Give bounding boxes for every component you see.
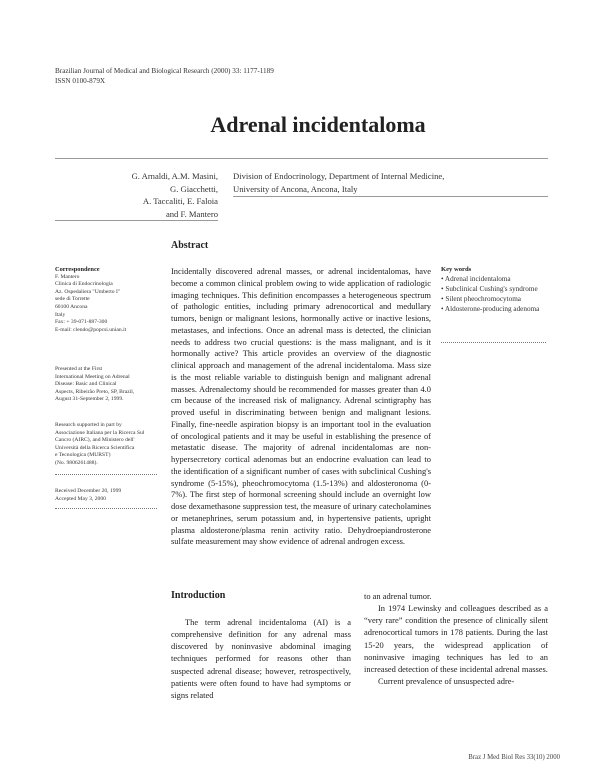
keyword-item: • Aldosterone-producing adenoma bbox=[441, 305, 556, 315]
introduction-left-column bbox=[171, 616, 351, 701]
correspondence-block bbox=[55, 266, 165, 334]
research-line: Cancro (AIRC), and Ministero dell' bbox=[55, 437, 135, 444]
journal-issn: ISSN 0100-879X bbox=[55, 77, 106, 85]
presented-note bbox=[55, 366, 165, 404]
research-line: Research supported in part by bbox=[55, 422, 122, 428]
title-divider bbox=[55, 158, 548, 159]
author-line: G. Giacchetti, bbox=[170, 183, 218, 194]
research-line: Università della Ricerca Scientifica bbox=[55, 444, 135, 451]
received-date: Received December 20, 1999 bbox=[55, 488, 122, 494]
affiliation bbox=[233, 170, 448, 195]
research-line: Associazione Italiana per la Ricerca Sul bbox=[55, 429, 145, 436]
intro-paragraph: Current prevalence of unsuspected adre- bbox=[378, 676, 515, 687]
sidebar-divider bbox=[55, 474, 157, 475]
correspondence-line: 60100 Ancona bbox=[55, 303, 88, 310]
research-note bbox=[55, 422, 170, 468]
presented-line: August 31-September 2, 1999. bbox=[55, 396, 124, 403]
correspondence-heading: Correspondence bbox=[55, 266, 100, 273]
dates-divider bbox=[55, 508, 157, 509]
journal-citation: Brazilian Journal of Medical and Biological Research (2000) 33: 1177-1189 bbox=[55, 67, 274, 75]
intro-paragraph: The term adrenal incidentaloma (AI) is a comprehensive definition for any adrenal mass discovered by noninvasive abdominal imaging techniques performed for reasons other than suspected adrenal disease; however, retrospectively, patients were often found to have had symptoms or signs related bbox=[171, 617, 351, 700]
author-line: and F. Mantero bbox=[165, 208, 218, 219]
correspondence-line: Clinica di Endocrinologia bbox=[55, 281, 113, 288]
keyword-item: • Subclinical Cushing's syndrome bbox=[441, 285, 556, 295]
presented-line: Presented at the First bbox=[55, 366, 103, 372]
author-list bbox=[55, 170, 218, 220]
presented-line: Disease: Basic and Clinical bbox=[55, 381, 117, 388]
correspondence-line: Italy bbox=[55, 311, 66, 318]
abstract-text: Incidentally discovered adrenal masses, or adrenal incidentalomas, have become a common clinical problem owing to wide application of radiologic imaging techniques. This definition encompasses a heterogeneous spectrum of pathologic entities, including primary adrenocortical and medullary tumors, benign or malignant lesions, hormonally active or inactive lesions, metastases, and infections. Once an adrenal mass is detected, the clinician needs to address two crucial questions: is the mass malignant, and is it hormonally active? This article provides an overview of the diagnostic clinical approach and management of the adrenal incidentaloma. Mass size is the most reliable variable to distinguish benign and malignant adrenal masses. Adrenalectomy should be recommended for masses greater than 4.0 cm because of the increased risk of malignancy. Adrenal scintigraphy has proved useful in discriminating between benign and malignant lesions. Finally, fine-needle aspiration biopsy is an important tool in the evaluation of oncological patients and it may be useful in establishing the presence of metastatic disease. The majority of adrenal incidentalomas are non-hypersecretory cortical adenomas but an endocrine evaluation can lead to the identification of a significant number of cases with subclinical Cushing's syndrome (5-15%), pheochromocytoma (1.5-13%) and aldosteronoma (0-7%). The first step of hormonal screening should include an overnight low dose dexamethasone suppression test, the measure of urinary catecholamines or metanephrines, serum potassium and, in hypertensive patients, upright plasma aldosterone/plasma renin activity ratio. Dehydroepiandrosterone sulfate measurement may show evidence of adrenal androgen excess. bbox=[171, 266, 431, 547]
journal-info bbox=[55, 66, 274, 86]
keyword-item: • Silent pheochromocytoma bbox=[441, 295, 556, 305]
correspondence-line: F. Mantero bbox=[55, 273, 80, 280]
correspondence-line: E-mail: clendo@popcsi.unian.it bbox=[55, 326, 127, 333]
presented-line: Aspects, Ribeirão Preto, SP, Brazil, bbox=[55, 388, 135, 395]
introduction-right-column bbox=[364, 590, 548, 687]
abstract-heading: Abstract bbox=[171, 240, 209, 251]
affiliation-line: Division of Endocrinology, Department of Internal Medicine, bbox=[233, 171, 445, 181]
dates-note bbox=[55, 488, 165, 503]
keyword-item: • Adrenal incidentaloma bbox=[441, 275, 556, 285]
introduction-heading: Introduction bbox=[171, 590, 226, 601]
keywords-divider bbox=[441, 342, 546, 343]
keywords-list bbox=[441, 275, 556, 315]
research-line: e Tecnologica (MURST) bbox=[55, 452, 111, 459]
author-line: A. Taccaliti, E. Faloia bbox=[142, 196, 218, 207]
correspondence-line: Az. Ospedaliera "Umberto I" bbox=[55, 288, 121, 295]
keywords-heading: Key words bbox=[441, 266, 472, 273]
page-footer: Braz J Med Biol Res 33(10) 2000 bbox=[468, 754, 560, 761]
correspondence-line: sede di Torrette bbox=[55, 296, 90, 303]
intro-paragraph: In 1974 Lewinsky and colleagues described as a “very rare” condition the presence of clinically silent adrenocortical tumors in 178 patients. During the last 15-20 years, the widespread application of noninvasive imaging techniques has led to an increased detection of these incidental adrenal masses. bbox=[364, 603, 548, 674]
correspondence-line: Fax: + 39-071-887-300 bbox=[55, 319, 108, 326]
author-divider bbox=[55, 220, 218, 221]
affiliation-line: University of Ancona, Ancona, Italy bbox=[233, 183, 358, 194]
affiliation-divider bbox=[233, 196, 548, 197]
article-title-text: Adrenal incidentaloma bbox=[210, 112, 426, 137]
abstract-body bbox=[171, 266, 431, 548]
article-title bbox=[0, 112, 600, 138]
intro-paragraph: to an adrenal tumor. bbox=[364, 591, 432, 601]
presented-line: International Meeting on Adrenal bbox=[55, 373, 130, 380]
accepted-date: Accepted May 3, 2000 bbox=[55, 495, 106, 502]
keywords-block bbox=[441, 265, 556, 315]
research-line: (No. 9806261488). bbox=[55, 459, 98, 466]
author-line: G. Arnaldi, A.M. Masini, bbox=[131, 171, 218, 181]
